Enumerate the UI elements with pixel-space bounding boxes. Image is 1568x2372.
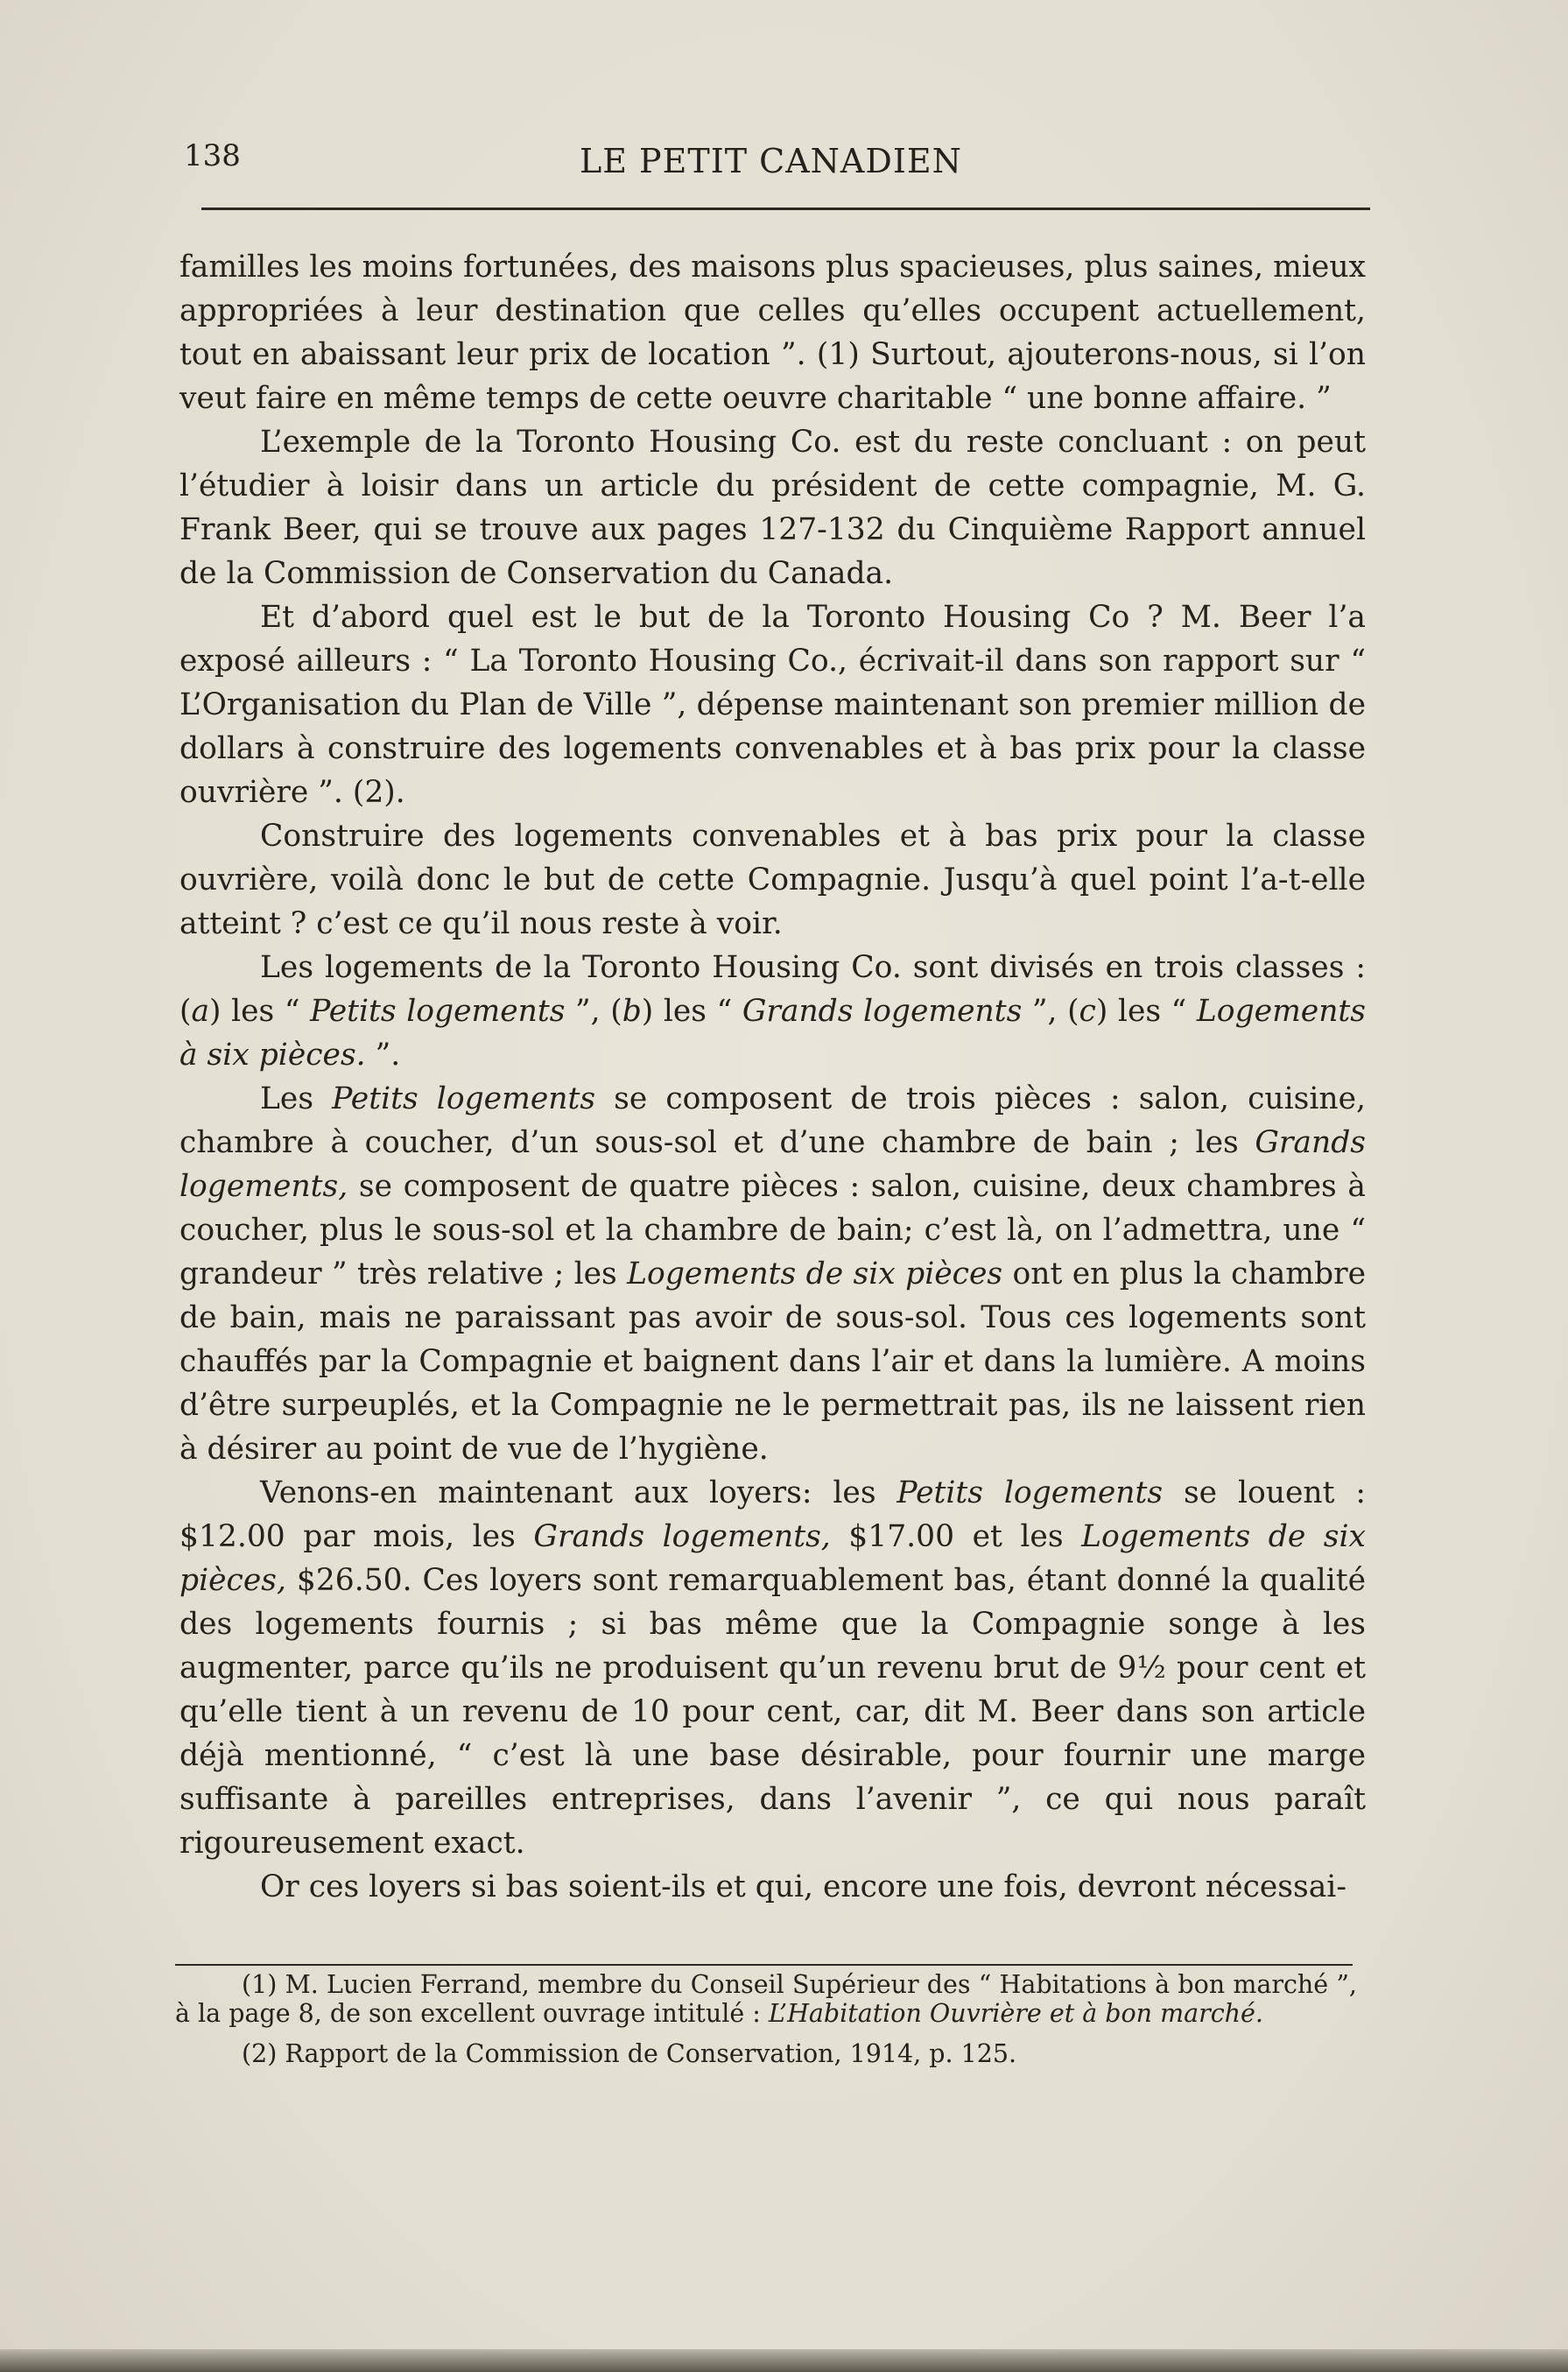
footnote <box>175 1970 1357 2028</box>
paragraph <box>179 420 1366 595</box>
paragraph <box>179 1471 1366 1865</box>
page-number: 138 <box>184 138 241 173</box>
text-run: Construire des logements convenables et à bas prix pour la classe ouvrière, voilà donc le but de cette Compagnie. Jusqu’à quel point l’a-t-elle atteint ? c’est ce qu’il nous reste à voir. <box>179 819 1366 941</box>
italic-text: a <box>191 994 210 1029</box>
paragraph <box>179 814 1366 946</box>
text-run: ) les “ <box>641 994 742 1029</box>
paragraph <box>179 595 1366 814</box>
text-run: se composent de quatre pièces : salon, cuisine, deux chambres à coucher, plus le sous-sol et la chambre de bain; c’est là, on l’admettra, une “ grandeur ” très relative ; les <box>179 1169 1366 1292</box>
italic-text: Petits logements <box>897 1475 1164 1510</box>
italic-text: c <box>1079 994 1096 1029</box>
page-header <box>184 133 1366 186</box>
text-run: Les logements de la Toronto Housing Co. sont divisés en trois classes : ( <box>179 950 1366 1029</box>
text-run: (2) Rapport de la Commission de Conservation, 1914, p. 125. <box>242 2039 1017 2068</box>
italic-text: b <box>622 994 642 1029</box>
text-run: familles les moins fortunées, des maisons plus spacieuses, plus saines, mieux appropriées à leur destination que celles qu’elles occupent actuellement, tout en abaissant leur prix de location ”. (1) Surtout, ajouterons-nous, si l’on veut faire en même temps de cette oeuvre charitable “ une bonne affaire. ” <box>179 250 1366 416</box>
italic-text: Logements de six pièces <box>627 1256 1003 1292</box>
text-run: ”, ( <box>565 994 622 1029</box>
text-run: Venons-en maintenant aux loyers: les <box>260 1475 897 1510</box>
footnote-rule <box>175 1964 1353 1966</box>
text-run: $26.50. Ces loyers sont remarquablement bas, étant donné la qualité des logements fournis ; si bas même que la Compagnie songe à les augmenter, parce qu’ils ne produisent qu’un revenu brut de 9½ pour cent et qu’elle tient à un revenu de 10 pour cent, car, dit M. Beer dans son article déjà mentionné, “ c’est là une base désirable, pour fournir une marge suffisante à pareilles entreprises, dans l’avenir ”, ce qui nous paraît rigoureusement exact. <box>179 1563 1366 1861</box>
footnote <box>175 2039 1357 2068</box>
italic-text: Grands logements, <box>179 1125 1366 1204</box>
italic-text: Grands logements <box>742 994 1023 1029</box>
text-run: (1) M. Lucien Ferrand, membre du Conseil Supérieur des “ Habitations à bon marché ”, à la page 8, de son excellent ouvrage intitulé : <box>175 1970 1357 2028</box>
text-run: se louent : $12.00 par mois, les <box>179 1475 1367 1554</box>
text-run: Et d’abord quel est le but de la Toronto Housing Co ? M. Beer l’a exposé ailleurs : “ La Toronto Housing Co., écrivait-il dans son rapport sur “ L’Organisation du Plan de Ville ”, dépense maintenant son premier million de dollars à construire des logements convenables et à bas prix pour la classe ouvrière ”. (2). <box>179 600 1366 810</box>
running-head: LE PETIT CANADIEN <box>580 142 962 180</box>
header-rule <box>201 208 1370 210</box>
text-run: ont en plus la chambre de bain, mais ne paraissant pas avoir de sous-sol. Tous ces logements sont chauffés par la Compagnie et baignent dans l’air et dans la lumière. A moins d’être surpeuplés, et la Compagnie ne le permettrait pas, ils ne laissent rien à désirer au point de vue de l’hygiène. <box>179 1256 1366 1467</box>
paragraph <box>179 1865 1366 1909</box>
text-run: ”, ( <box>1022 994 1079 1029</box>
italic-text: Petits logements <box>332 1081 596 1116</box>
paragraph <box>179 1077 1366 1471</box>
paragraph <box>179 946 1366 1077</box>
italic-text: Logements de six pièces, <box>179 1519 1366 1598</box>
text-run: ”. <box>365 1038 401 1073</box>
text-run: ) les “ <box>209 994 311 1029</box>
text-run: ) les “ <box>1095 994 1197 1029</box>
paragraph <box>179 245 1366 420</box>
text-run: Les <box>260 1081 333 1116</box>
text-run: Or ces loyers si bas soient-ils et qui, encore une fois, devront nécessai- <box>260 1869 1347 1904</box>
italic-text: Logements à six pièces. <box>179 994 1366 1073</box>
body-text <box>179 245 1366 1909</box>
footnotes <box>175 1970 1357 2068</box>
italic-text: Grands logements, <box>533 1519 831 1554</box>
italic-text: Petits logements <box>310 994 566 1029</box>
text-run: L’exemple de la Toronto Housing Co. est du reste concluant : on peut l’étudier à loisir dans un article du président de cette compagnie, M. G. Frank Beer, qui se trouve aux pages 127-132 du Cinquième Rapport annuel de la Commission de Conservation du Canada. <box>179 425 1366 591</box>
text-run: $17.00 et les <box>830 1519 1082 1554</box>
text-run: se composent de trois pièces : salon, cuisine, chambre à coucher, d’un sous-sol et d’une chambre de bain ; les <box>179 1081 1367 1160</box>
italic-text: L’Habitation Ouvrière et à bon marché. <box>768 1999 1263 2028</box>
